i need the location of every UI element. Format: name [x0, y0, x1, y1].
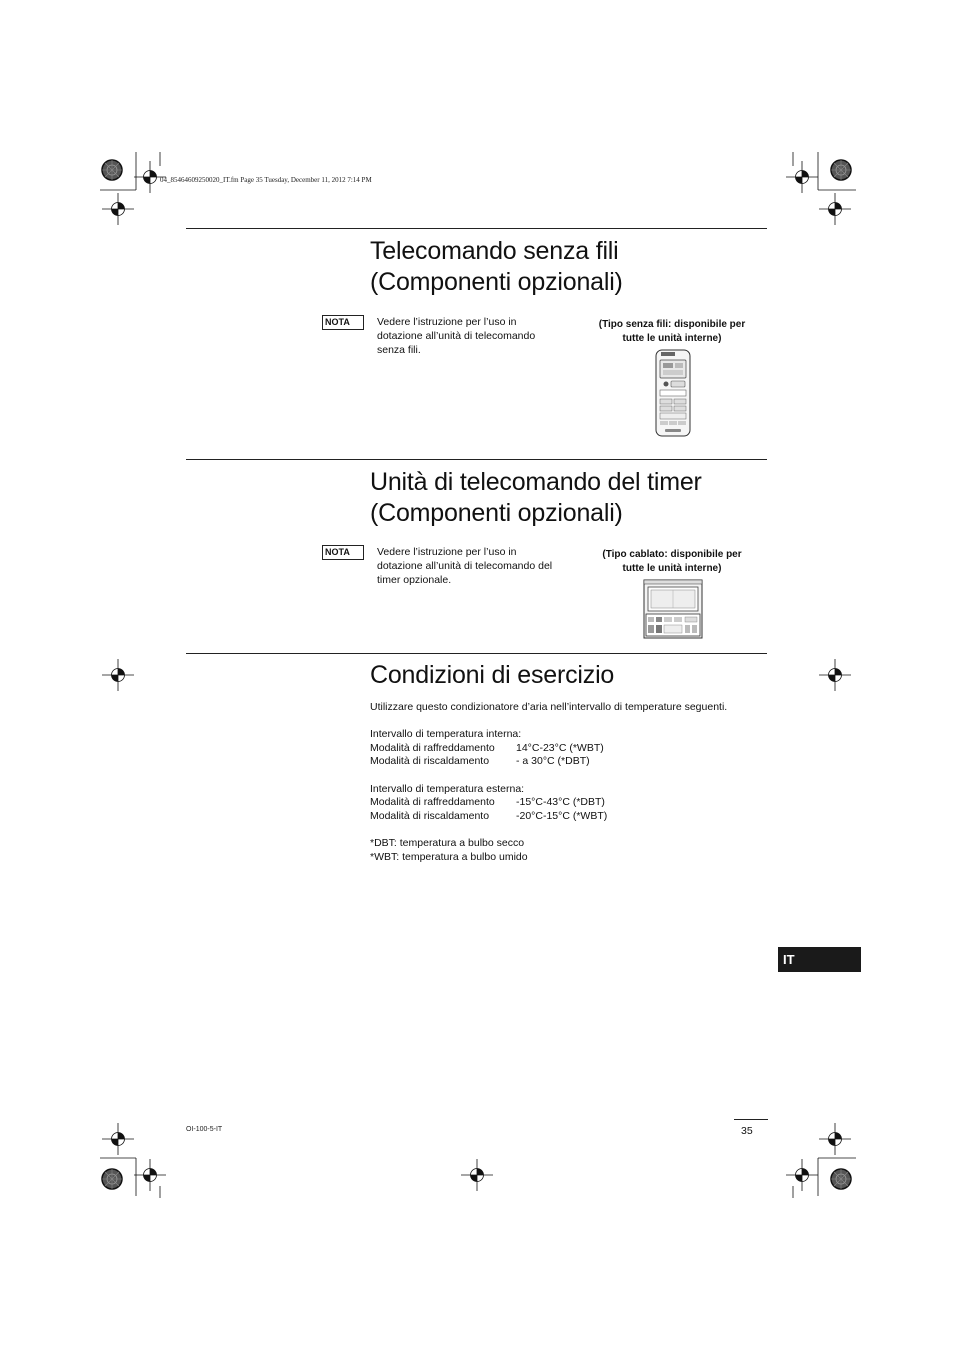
mode-label: Modalità di riscaldamento [370, 809, 490, 822]
section-title-timer [370, 467, 702, 529]
page-number-rule [734, 1119, 768, 1120]
image-caption-wireless [586, 318, 758, 346]
mode-label: Modalità di raffreddamento [370, 741, 495, 754]
note-line: dotazione all’unità di telecomando del [377, 560, 553, 572]
outdoor-cooling-row [370, 796, 770, 810]
title-line-1: Unità di telecomando del timer [370, 468, 702, 496]
title-line-2: (Componenti opzionali) [370, 268, 623, 296]
section-divider [186, 653, 767, 654]
mode-value: - a 30°C (*DBT) [516, 755, 590, 768]
note-badge: NOTA [322, 315, 364, 330]
intro-paragraph: Utilizzare questo condizionatore d’aria nell’intervallo di temperature seguenti. [370, 701, 728, 713]
section-title-wireless [370, 236, 623, 298]
caption-line: tutte le unità interne) [622, 563, 722, 574]
language-tab: IT [778, 947, 861, 972]
mode-label: Modalità di raffreddamento [370, 796, 495, 809]
outdoor-heating-row [370, 810, 770, 824]
note-line: senza fili. [377, 344, 421, 356]
caption-line: (Tipo cablato: disponibile per [602, 549, 742, 560]
note-text-wireless [377, 315, 577, 357]
operating-conditions-body [370, 701, 770, 864]
note-line: dotazione all’unità di telecomando [377, 330, 536, 342]
caption-line: (Tipo senza fili: disponibile per [598, 319, 746, 330]
title-line-1: Condizioni di esercizio [370, 661, 615, 689]
section-title-operating-conditions [370, 660, 614, 691]
indoor-cooling-row [370, 742, 770, 756]
indoor-range-heading: Intervallo di temperatura interna: [370, 728, 522, 741]
image-caption-timer [586, 548, 758, 576]
mode-value: -15°C-43°C (*DBT) [516, 796, 605, 809]
mode-value: -20°C-15°C (*WBT) [516, 809, 608, 822]
note-line: timer opzionale. [377, 574, 452, 586]
title-line-1: Telecomando senza fili [370, 237, 619, 265]
section-divider [186, 228, 767, 229]
page-number: 35 [741, 1125, 753, 1137]
footnote-wbt: *WBT: temperatura a bulbo umido [370, 850, 528, 863]
wireless-remote-illustration [655, 349, 691, 437]
mode-label: Modalità di riscaldamento [370, 755, 490, 768]
indoor-heating-row [370, 755, 770, 769]
document-code: OI-100-5-IT [186, 1126, 223, 1133]
note-text-timer [377, 545, 582, 587]
section-divider [186, 459, 767, 460]
note-badge: NOTA [322, 545, 364, 560]
title-line-2: (Componenti opzionali) [370, 499, 623, 527]
note-line: Vedere l’istruzione per l’uso in [377, 546, 517, 558]
footnote-dbt: *DBT: temperatura a bulbo secco [370, 836, 525, 849]
outdoor-range-heading: Intervallo di temperatura esterna: [370, 782, 525, 795]
caption-line: tutte le unità interne) [622, 333, 722, 344]
mode-value: 14°C-23°C (*WBT) [516, 741, 604, 754]
file-header: 04_85464609250020_IT.fm Page 35 Tuesday, December 11, 2012 7:14 PM [160, 176, 372, 184]
wired-timer-remote-illustration [643, 579, 703, 639]
note-line: Vedere l’istruzione per l’uso in [377, 316, 517, 328]
